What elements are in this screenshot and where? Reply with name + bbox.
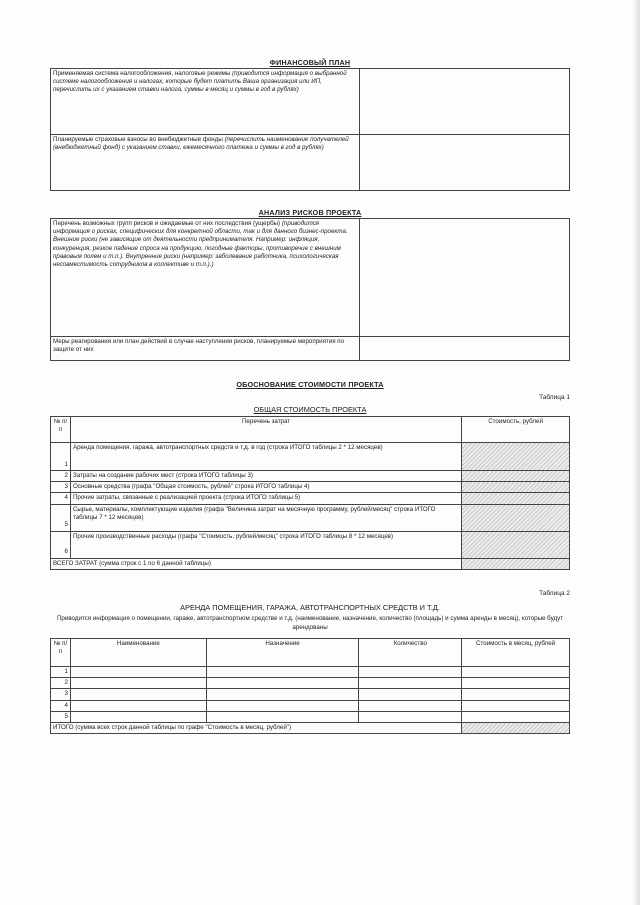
rent-row-3-num: 3 [51, 689, 71, 700]
rent-row [51, 667, 570, 678]
finance-title: ФИНАНСОВЫЙ ПЛАН [269, 58, 351, 67]
cost-total-label: ВСЕГО ЗАТРАТ (сумма строк с 1 по 6 данной таблицы) [51, 558, 462, 569]
rent-row-2-qty[interactable] [359, 678, 462, 689]
page-edge-shadow [632, 0, 640, 905]
finance-row-2 [51, 135, 570, 191]
cost-row-6 [51, 531, 570, 558]
rent-header-purpose: Назначение [206, 639, 359, 667]
rent-note: Приводится информация о помещении, гараже, автотранспортном средстве и т.д. (наименование, назначение, количество (площадь) и сумма аренды в месяц), которые будут арендованы [56, 615, 564, 631]
cost-header-num: № п/п [51, 417, 71, 443]
cost-row-1-value[interactable] [462, 443, 570, 471]
cost-row-4-num: 4 [51, 493, 71, 504]
rent-header-name: Наименование [70, 639, 206, 667]
rent-row-4-purpose[interactable] [206, 700, 359, 711]
cost-row-6-num: 6 [51, 531, 71, 558]
risks-table [50, 218, 570, 361]
finance-row-1-label [51, 69, 360, 135]
rent-row-1-name[interactable] [70, 667, 206, 678]
cost-row-2-value[interactable] [462, 471, 570, 482]
cost-row-2-text: Затраты на создание рабочих мест (строка ИТОГО таблицы 3) [70, 471, 461, 482]
rent-row-1-cost[interactable] [462, 667, 570, 678]
risks-row-1-main: Перечень возможных групп рисков и ожидаемые от них последствия (ущербы) [53, 220, 281, 227]
cost-header-row [51, 417, 570, 443]
rent-row-3-qty[interactable] [359, 689, 462, 700]
rent-row [51, 689, 570, 700]
rent-row-4-cost[interactable] [462, 700, 570, 711]
rent-row-5-qty[interactable] [359, 711, 462, 722]
cost-row-1 [51, 443, 570, 471]
rent-row-1-num: 1 [51, 667, 71, 678]
finance-table [50, 68, 570, 191]
finance-row-2-hint: (перечислить наименование получателей (внебюджетный фонд) с указанием ставки, ежемесячного платежа и суммы в год в рублях) [53, 136, 349, 152]
rent-header-row [51, 639, 570, 667]
rent-total-value[interactable] [462, 723, 570, 734]
cost-row-6-text: Прочие производственные расходы (графа "Стоимость, рублей/месяц" строка ИТОГО таблицы 8 * 12 месяцев) [70, 531, 461, 558]
rent-header-cost: Стоимость в месяц, рублей [462, 639, 570, 667]
rent-row-3-name[interactable] [70, 689, 206, 700]
cost-row-4 [51, 493, 570, 504]
rent-row-1-purpose[interactable] [206, 667, 359, 678]
rent-header-num: № п/п [51, 639, 71, 667]
risks-row-1-hint: (приводится информация о рисках, специфических для конкретной области, так и для данного бизнес-проекта. Внешние риски (не зависящие от деятельности предпринимателя. Например: инфляция, конкуренция, резкое падение спроса на продукцию, погодные факторы, противоречие с внешним правовым полем и т.п.). Внутренние риски (например: заболевание работника, психологическая несовместимость сотрудников в коллективе и т.п.).) [53, 220, 348, 269]
cost-row-6-value[interactable] [462, 531, 570, 558]
cost-header-list: Перечень затрат [70, 417, 461, 443]
cost-header-cost: Стоимость, рублей [462, 417, 570, 443]
rent-row-2-cost[interactable] [462, 678, 570, 689]
cost-row-5 [51, 504, 570, 531]
rent-row-2-num: 2 [51, 678, 71, 689]
rent-row-5-num: 5 [51, 711, 71, 722]
cost-row-3-text: Основные средства (графа "Общая стоимость, рублей" строка ИТОГО таблицы 4) [70, 482, 461, 493]
rent-row-2-purpose[interactable] [206, 678, 359, 689]
finance-row-1 [51, 69, 570, 135]
cost-subtitle: ОБЩАЯ СТОИМОСТЬ ПРОЕКТА [253, 405, 367, 414]
rent-table-label: Таблица 2 [539, 590, 570, 597]
cost-row-5-text: Сырье, материалы, комплектующие изделия (графа "Величина затрат на месячную программу, рублей/месяц" строка ИТОГО таблицы 7 * 12 месяцев) [70, 504, 461, 531]
rent-row-4-num: 4 [51, 700, 71, 711]
rent-row-5-purpose[interactable] [206, 711, 359, 722]
cost-row-1-num: 1 [51, 443, 71, 471]
finance-row-1-value[interactable] [360, 69, 570, 135]
risks-row-1 [51, 219, 570, 337]
risks-row-2-label [51, 337, 360, 361]
rent-header-qty: Количество [359, 639, 462, 667]
risks-row-2 [51, 337, 570, 361]
risks-row-2-main: Меры реагирования или план действий в случае наступления рисков, планируемые мероприятия по защите от них [53, 338, 345, 354]
rent-row-3-cost[interactable] [462, 689, 570, 700]
risks-row-1-label [51, 219, 360, 337]
finance-row-2-value[interactable] [360, 135, 570, 191]
rent-row-2-name[interactable] [70, 678, 206, 689]
cost-row-1-text: Аренда помещения, гаража, автотранспортных средств и т.д. в год (строка ИТОГО таблицы 2 * 12 месяцев) [70, 443, 461, 471]
cost-row-5-value[interactable] [462, 504, 570, 531]
cost-total-row [51, 558, 570, 569]
finance-row-2-main: Планируемые страховые взносы во внебюджетные фонды [53, 136, 223, 143]
risks-title: АНАЛИЗ РИСКОВ ПРОЕКТА [258, 208, 362, 217]
cost-table [50, 416, 570, 570]
risks-row-1-value[interactable] [360, 219, 570, 337]
cost-row-2 [51, 471, 570, 482]
risks-row-2-value[interactable] [360, 337, 570, 361]
rent-total-label: ИТОГО (сумма всех строк данной таблицы по графе "Стоимость в месяц, рублей") [51, 723, 462, 734]
cost-row-4-text: Прочие затраты, связанные с реализацией проекта (строка ИТОГО таблицы 5) [70, 493, 461, 504]
rent-row-5-cost[interactable] [462, 711, 570, 722]
cost-row-3-value[interactable] [462, 482, 570, 493]
rent-row-4-qty[interactable] [359, 700, 462, 711]
rent-row-4-name[interactable] [70, 700, 206, 711]
rent-row [51, 711, 570, 722]
cost-title: ОБОСНОВАНИЕ СТОИМОСТИ ПРОЕКТА [236, 380, 384, 389]
rent-row-5-name[interactable] [70, 711, 206, 722]
cost-table-label: Таблица 1 [539, 394, 570, 401]
rent-row-1-qty[interactable] [359, 667, 462, 678]
rent-row-3-purpose[interactable] [206, 689, 359, 700]
cost-row-3 [51, 482, 570, 493]
finance-row-1-main: Применяемая система налогообложения, налоговые режимы [53, 70, 231, 77]
rent-row [51, 700, 570, 711]
cost-row-5-num: 5 [51, 504, 71, 531]
cost-row-2-num: 2 [51, 471, 71, 482]
rent-title: АРЕНДА ПОМЕЩЕНИЯ, ГАРАЖА, АВТОТРАНСПОРТНЫХ СРЕДСТВ И Т.Д. [180, 603, 440, 612]
rent-total-row [51, 723, 570, 734]
cost-total-value[interactable] [462, 558, 570, 569]
finance-row-2-label [51, 135, 360, 191]
rent-row [51, 678, 570, 689]
cost-row-3-num: 3 [51, 482, 71, 493]
rent-table [50, 638, 570, 734]
finance-row-1-hint: (приводится информация о выбранной системе налогообложения и налогах, которые будет платить Ваша организация или ИП, перечислить их с указанием ставки налога, суммы в месяц и суммы в год в рублях) [53, 70, 347, 94]
cost-row-4-value[interactable] [462, 493, 570, 504]
